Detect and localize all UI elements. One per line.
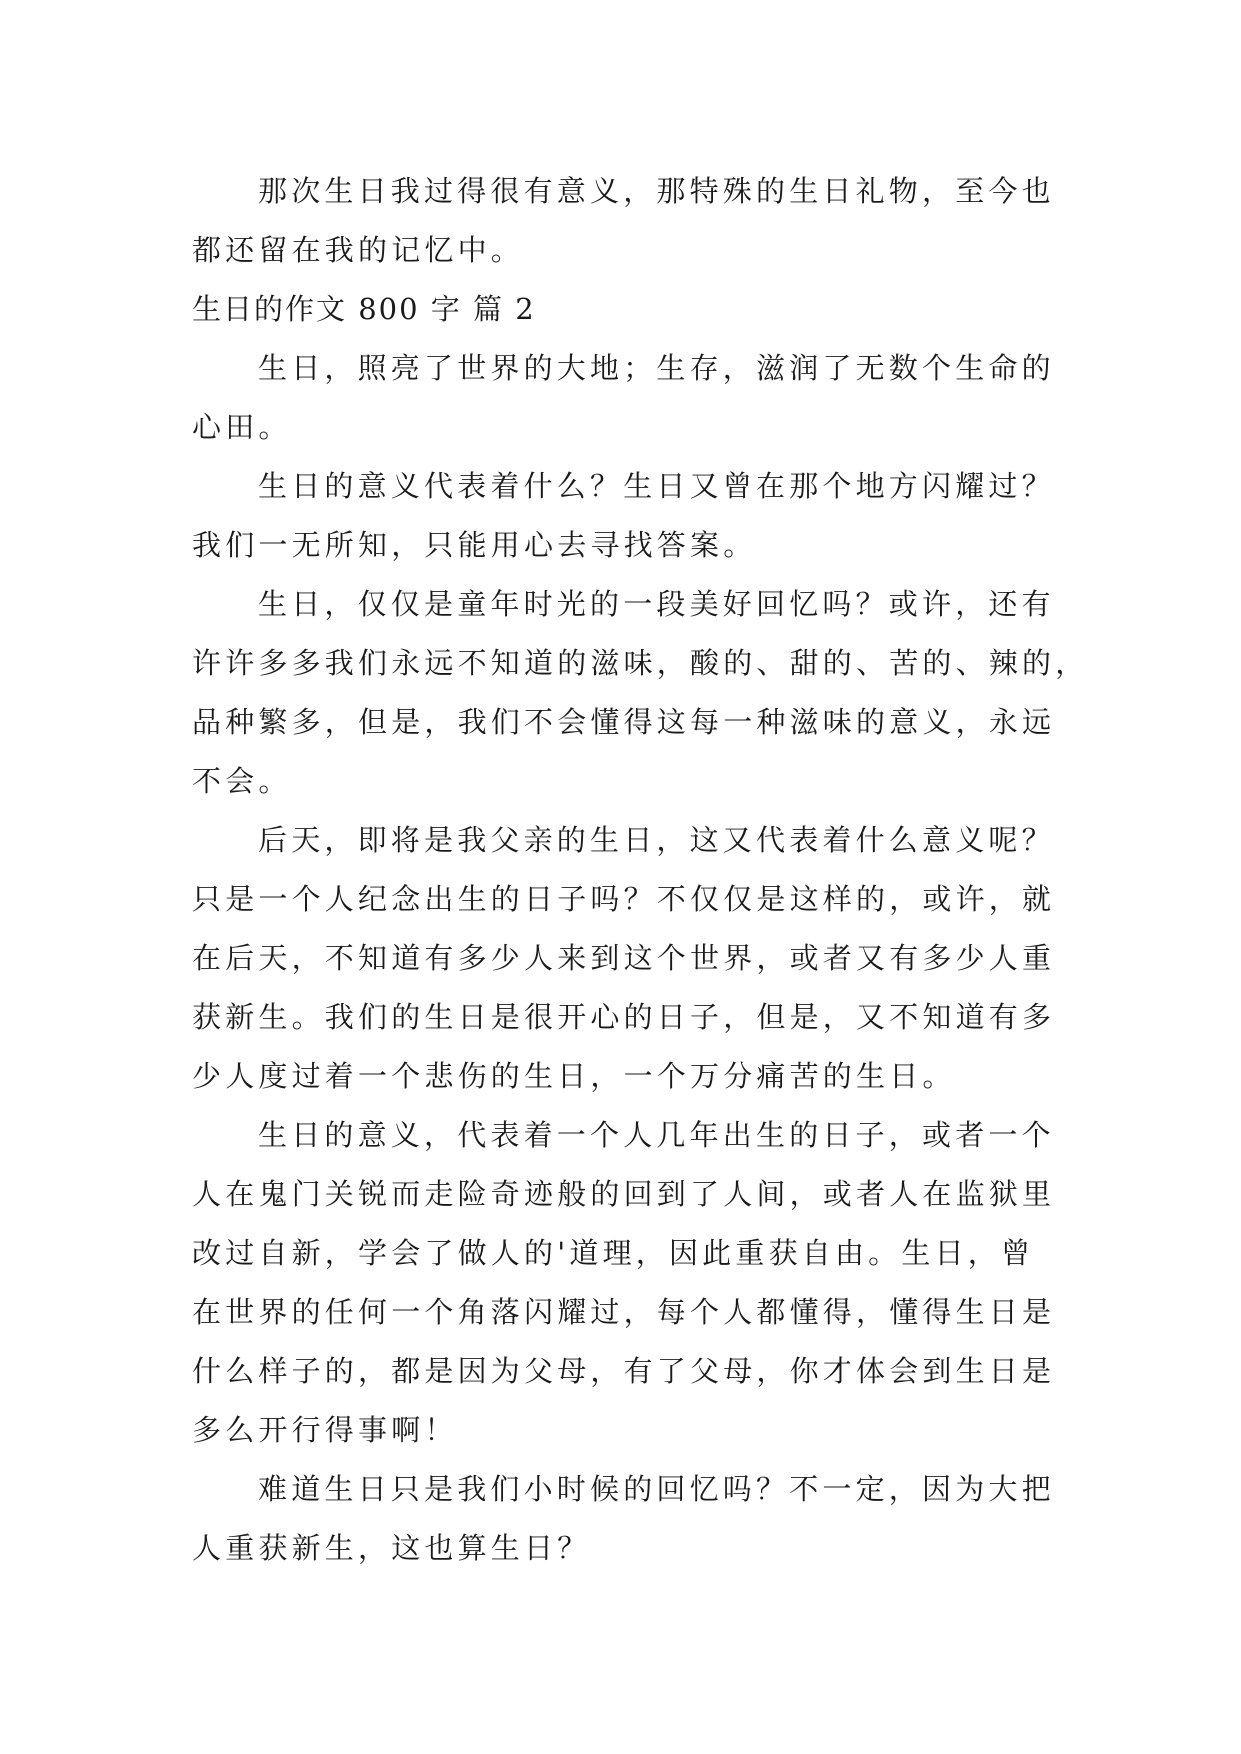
text-line: 改过自新，学会了做人的'道理，因此重获自由。生日，曾 [192, 1236, 1035, 1270]
heading-text: 生日的作文 800 字 篇 2 [192, 292, 536, 326]
text-line: 生日的意义，代表着一个人几年出生的日子，或者一个 [258, 1118, 1055, 1152]
text-line: 生日的意义代表着什么？生日又曾在那个地方闪耀过？ [258, 469, 1055, 503]
text-line: 难道生日只是我们小时候的回忆吗？不一定，因为大把 [258, 1472, 1055, 1506]
text-line: 后天，即将是我父亲的生日，这又代表着什么意义呢？ [258, 823, 1055, 857]
text-line: 我们一无所知，只能用心去寻找答案。 [192, 528, 757, 562]
text-line: 许许多多我们永远不知道的滋味，酸的、甜的、苦的、辣的， [192, 646, 1089, 680]
paragraph-4 [192, 575, 1089, 811]
section-heading [192, 280, 1062, 339]
text-line: 只是一个人纪念出生的日子吗？不仅仅是这样的，或许，就 [192, 882, 1056, 916]
text-line: 生日，仅仅是童年时光的一段美好回忆吗？或许，还有 [258, 587, 1055, 621]
paragraph-2 [192, 339, 1062, 457]
paragraph-3 [192, 457, 1062, 575]
text-line: 在后天，不知道有多少人来到这个世界，或者又有多少人重 [192, 941, 1056, 975]
text-line: 多么开行得事啊！ [192, 1413, 458, 1447]
text-line: 心田。 [192, 410, 292, 444]
paragraph-7 [192, 1460, 1062, 1578]
text-line: 少人度过着一个悲伤的生日，一个万分痛苦的生日。 [192, 1059, 956, 1093]
text-line: 获新生。我们的生日是很开心的日子，但是，又不知道有多 [192, 1000, 1056, 1034]
document-body [192, 162, 1089, 1578]
text-line: 什么样子的，都是因为父母，有了父母，你才体会到生日是 [192, 1354, 1056, 1388]
text-line: 那次生日我过得很有意义，那特殊的生日礼物，至今也 [258, 174, 1055, 208]
paragraph-6 [192, 1106, 1062, 1460]
text-line: 在世界的任何一个角落闪耀过，每个人都懂得，懂得生日是 [192, 1295, 1056, 1329]
text-line: 都还留在我的记忆中。 [192, 233, 525, 267]
text-line: 人重获新生，这也算生日？ [192, 1531, 591, 1565]
text-line: 生日，照亮了世界的大地；生存，滋润了无数个生命的 [258, 351, 1055, 385]
paragraph-1 [192, 162, 1062, 280]
text-line: 不会。 [192, 764, 292, 798]
text-line: 品种繁多，但是，我们不会懂得这每一种滋味的意义，永远 [192, 705, 1056, 739]
paragraph-5 [192, 811, 1062, 1106]
text-line: 人在鬼门关锐而走险奇迹般的回到了人间，或者人在监狱里 [192, 1177, 1056, 1211]
